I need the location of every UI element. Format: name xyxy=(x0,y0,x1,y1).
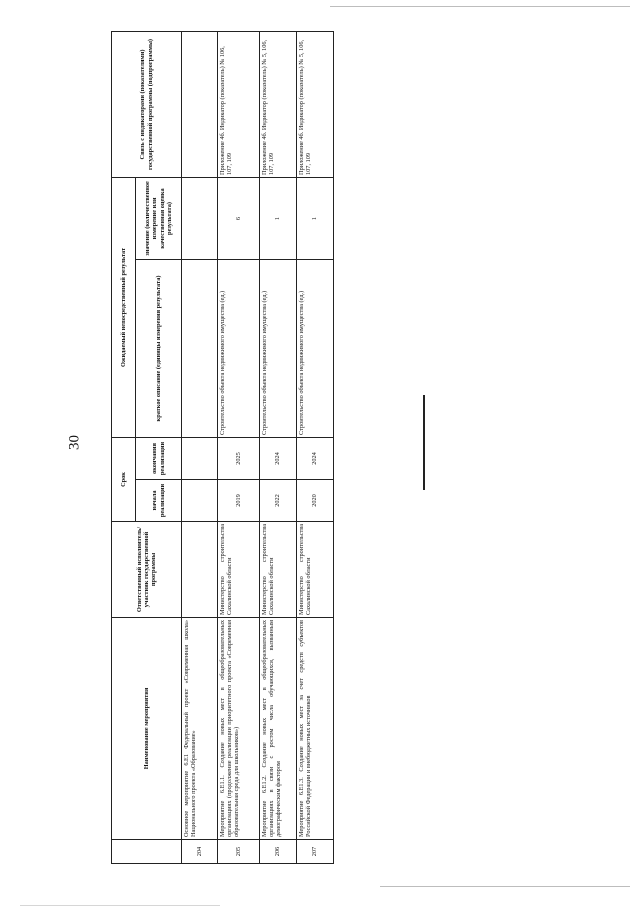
header-name: Наименование мероприятия xyxy=(112,618,182,840)
measures-table xyxy=(111,31,334,864)
scan-edge-top xyxy=(330,6,630,7)
row-desc: Строительство объекта недвижимого имущества (ед.) xyxy=(260,259,297,437)
row-number: 206 xyxy=(260,840,297,864)
row-start: 2022 xyxy=(260,480,297,522)
row-number: 204 xyxy=(182,840,218,864)
scan-edge-bottom xyxy=(380,886,630,887)
header-row-1 xyxy=(112,31,136,863)
rotated-table-container xyxy=(111,32,333,864)
row-end xyxy=(182,437,218,479)
table-row xyxy=(218,31,260,863)
header-expected-value: значение (количественное измерение или качественная оценка результата) xyxy=(136,177,182,259)
header-term: Срок xyxy=(112,437,136,521)
row-start: 2019 xyxy=(218,480,260,522)
row-responsible: Министерство строительства Сахалинской области xyxy=(297,522,334,618)
row-number: 207 xyxy=(297,840,334,864)
row-end: 2024 xyxy=(260,437,297,479)
header-responsible: Ответственный исполнитель/участник государственной программы xyxy=(112,522,182,618)
row-responsible: Министерство строительства Сахалинской области xyxy=(260,522,297,618)
row-link xyxy=(182,31,218,177)
row-name: Мероприятие 6.Е1.2. Создание новых мест в общеобразовательных организациях в связи с ростом числа обучающихся, вызванным демографическим фактором xyxy=(260,618,297,840)
header-term-end: окончания реализации xyxy=(136,437,182,479)
row-link: Приложение 4б. Индикатор (показатель) № 5, 106, 107, 109 xyxy=(260,31,297,177)
scan-edge-bottom-2 xyxy=(20,905,220,906)
page-number: 30 xyxy=(66,435,83,450)
table-row xyxy=(182,31,218,863)
row-name: Мероприятие 6.Е1.3. Создание новых мест за счет средств субъектов Российской Федерации и внебюджетных источников xyxy=(297,618,334,840)
header-num xyxy=(112,840,182,864)
row-desc: Строительство объекта недвижимого имущества (ед.) xyxy=(297,259,334,437)
table-row xyxy=(260,31,297,863)
row-end: 2024 xyxy=(297,437,334,479)
row-start: 2020 xyxy=(297,480,334,522)
row-link: Приложение 4б. Индикатор (показатель) № 106, 107, 109 xyxy=(218,31,260,177)
row-link: Приложение 4б. Индикатор (показатель) № 5, 106, 107, 109 xyxy=(297,31,334,177)
header-expected: Ожидаемый непосредственный результат xyxy=(112,177,136,437)
row-value: 1 xyxy=(297,177,334,259)
header-link: Связь с индикаторами (показателями) государственной программы (подпрограммы) xyxy=(112,31,182,177)
row-number: 205 xyxy=(218,840,260,864)
row-name: Основное мероприятие 6.Е1 Федеральный проект «Современная школа» Национального проекта «Образование» xyxy=(182,618,218,840)
row-start xyxy=(182,480,218,522)
table-row xyxy=(297,31,334,863)
scan-vertical-mark xyxy=(423,395,425,490)
row-desc: Строительство объекта недвижимого имущества (ед.) xyxy=(218,259,260,437)
row-responsible: Министерство строительства Сахалинской области xyxy=(218,522,260,618)
row-value xyxy=(182,177,218,259)
header-term-start: начала реализации xyxy=(136,480,182,522)
row-responsible xyxy=(182,522,218,618)
row-name: Мероприятие 6.Е1.1. Создание новых мест в общеобразовательных организациях (продолжение реализации приоритетного проекта «Современная образовательная среда для школьников») xyxy=(218,618,260,840)
header-expected-desc: краткое описание (единицы измерения результата) xyxy=(136,259,182,437)
row-desc xyxy=(182,259,218,437)
row-value: 6 xyxy=(218,177,260,259)
row-end: 2025 xyxy=(218,437,260,479)
row-value: 1 xyxy=(260,177,297,259)
